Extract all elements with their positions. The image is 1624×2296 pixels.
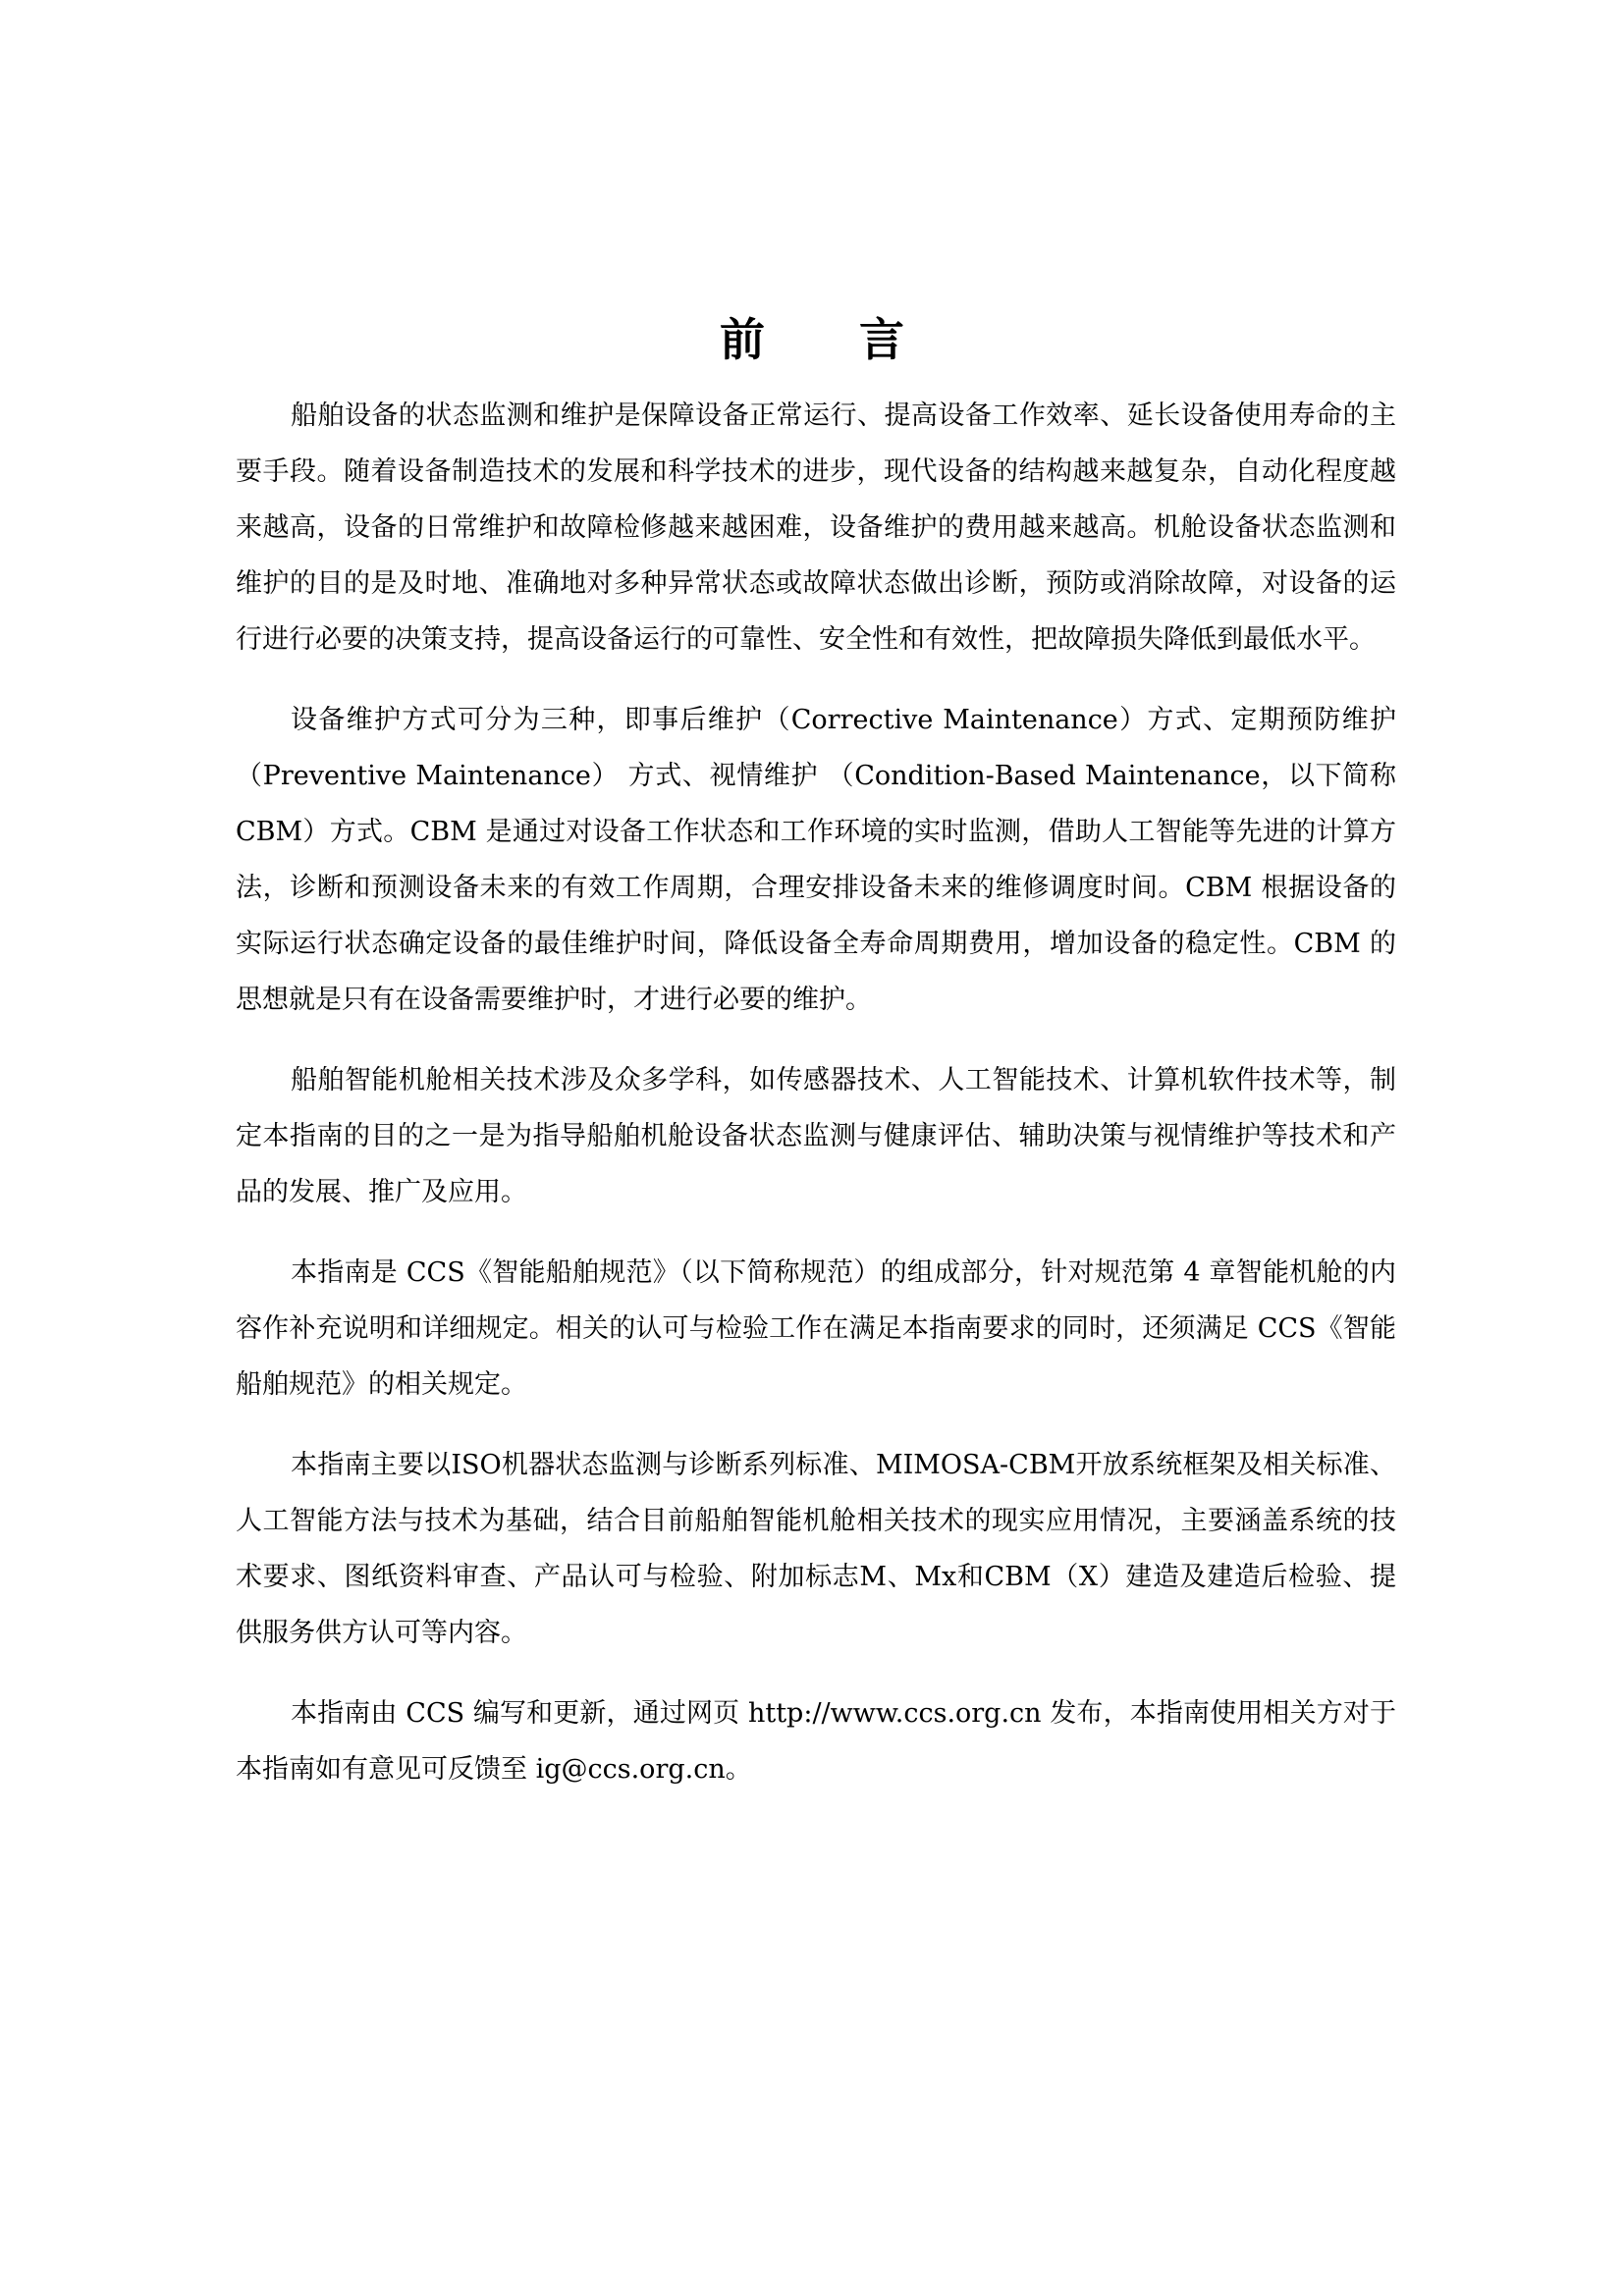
preface-body: [236, 388, 1396, 1822]
paragraph-2: 设备维护方式可分为三种，即事后维护（Corrective Maintenance）方式、定期预防维护（Preventive Maintenance） 方式、视情维护 （Condition-Based Maintenance，以下简称 CBM）方式。CBM 是通过对设备工作状态和工作环境的实时监测，借助人工智能等先进的计算方法，诊断和预测设备未来的有效工作周期，合理安排设备未来的维修调度时间。CBM 根据设备的实际运行状态确定设备的最佳维护时间，降低设备全寿命周期费用，增加设备的稳定性。CBM 的思想就是只有在设备需要维护时，才进行必要的维护。: [236, 705, 1396, 1015]
paragraph-6: 本指南由 CCS 编写和更新，通过网页 http://www.ccs.org.cn 发布，本指南使用相关方对于本指南如有意见可反馈至 ig@ccs.org.cn。: [236, 1698, 1396, 1785]
paragraph-4: 本指南是 CCS《智能船舶规范》（以下简称规范）的组成部分，针对规范第 4 章智能机舱的内容作补充说明和详细规定。相关的认可与检验工作在满足本指南要求的同时，还须满足 CCS《智能船舶规范》的相关规定。: [236, 1257, 1396, 1400]
paragraph-5: 本指南主要以ISO机器状态监测与诊断系列标准、MIMOSA-CBM开放系统框架及相关标准、人工智能方法与技术为基础，结合目前船舶智能机舱相关技术的现实应用情况，主要涵盖系统的技术要求、图纸资料审查、产品认可与检验、附加标志M、Mx和CBM（X）建造及建造后检验、提供服务供方认可等内容。: [236, 1450, 1396, 1648]
page-title: 前 言: [719, 313, 944, 366]
paragraph-3: 船舶智能机舱相关技术涉及众多学科，如传感器技术、人工智能技术、计算机软件技术等，制定本指南的目的之一是为指导船舶机舱设备状态监测与健康评估、辅助决策与视情维护等技术和产品的发展、推广及应用。: [236, 1065, 1396, 1207]
paragraph-1: 船舶设备的状态监测和维护是保障设备正常运行、提高设备工作效率、延长设备使用寿命的主要手段。随着设备制造技术的发展和科学技术的进步，现代设备的结构越来越复杂，自动化程度越来越高，设备的日常维护和故障检修越来越困难，设备维护的费用越来越高。机舱设备状态监测和维护的目的是及时地、准确地对多种异常状态或故障状态做出诊断，预防或消除故障，对设备的运行进行必要的决策支持，提高设备运行的可靠性、安全性和有效性，把故障损失降低到最低水平。: [236, 400, 1396, 655]
